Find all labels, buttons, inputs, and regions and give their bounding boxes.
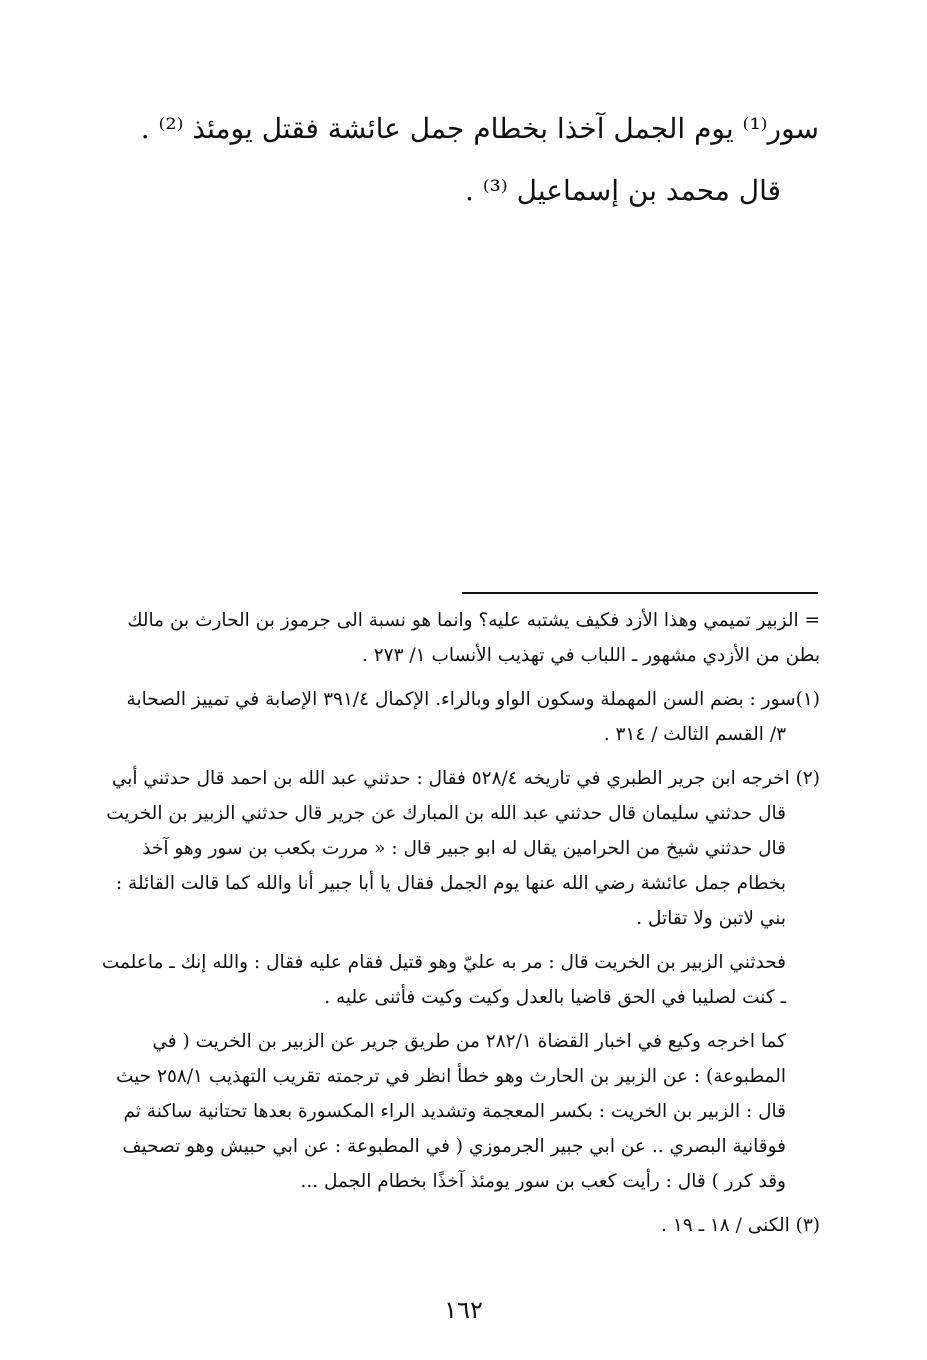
footnote-line: قال حدثني سليمان قال حدثني عبد الله بن المبارك عن جرير قال حدثني الزبير بن الخريت	[106, 803, 786, 824]
footnote-line: ٣/ القسم الثالث / ٣١٤ .	[603, 724, 786, 745]
footnote-separator	[462, 592, 818, 594]
footnote-line: المطبوعة) : عن الزبير بن الحارث وهو خطأ انظر في ترجمته تقريب التهذيب ٢٥٨/١ حيث	[115, 1066, 786, 1087]
footnote-2-paragraph-3	[82, 1024, 820, 1199]
footnote-line: (٢) اخرجه ابن جرير الطبري في تاريخه ٥٢٨/٤ فقال : حدثني عبد الله بن احمد قال حدثني أبي	[111, 768, 820, 789]
main-text	[99, 98, 819, 222]
footnote-2-paragraph-2	[82, 945, 820, 1015]
footnote-3	[82, 1208, 820, 1243]
footnote-line: ـ كنت لصليبا في الحق قاضيا بالعدل وكيت وكيت فأثنى عليه .	[324, 987, 786, 1008]
footnote-line: قال حدثني شيخ من الحرامين يقال له ابو جبير قال : « مررت بكعب بن سور وهو آخذ	[142, 838, 786, 859]
footnote-continuation	[82, 603, 820, 673]
footnote-1	[82, 682, 820, 752]
footnote-line: (١)سور : بضم السن المهملة وسكون الواو وبالراء. الإكمال ٣٩١/٤ الإصابة في تمييز الصحابة	[126, 689, 820, 710]
footnote-line: قال : الزبير بن الخريت : بكسر المعجمة وتشديد الراء المكسورة بعدها تحتانية ساكنة ثم	[123, 1101, 786, 1122]
footnote-line: بطن من الأزدي مشهور ـ اللباب في تهذيب الأنساب ١/ ٢٧٣ .	[361, 645, 820, 666]
footnote-2	[82, 761, 820, 936]
footnote-line: وقد كرر ) قال : رأيت كعب بن سور يومئذ آخذًا بخطام الجمل ...	[300, 1171, 786, 1192]
footnotes	[82, 603, 820, 1252]
footnote-line: فوقانية البصري .. عن ابي جبير الجرموزي ( في المطبوعة : عن ابي حبيش وهو تصحيف	[122, 1136, 786, 1157]
main-text-line-2: قال محمد بن إسماعيل ⁽³⁾ .	[464, 174, 781, 207]
footnote-line: فحدثني الزبير بن الخريت قال : مر به عليّ وهو قتيل فقام عليه فقال : والله إنك ـ ماعلمت	[101, 952, 786, 973]
page-number: ١٦٢	[444, 1296, 483, 1324]
footnote-line: (٣) الكنى / ١٨ ـ ١٩ .	[661, 1215, 820, 1236]
footnote-line: كما اخرجه وكيع في اخبار القضاة ٢٨٢/١ من طريق جرير عن الزبير بن الخريت ( في	[152, 1031, 786, 1052]
footnote-line: بني لاتبن ولا تقاتل .	[636, 908, 786, 929]
footnote-line: بخطام جمل عائشة رضي الله عنها يوم الجمل فقال يا أبا جبير أنا والله كما قالت القائلة :	[115, 873, 786, 894]
footnote-line: = الزبير تميمي وهذا الأزد فكيف يشتبه عليه؟ وانما هو نسبة الى جرموز بن الحارث بن مالك	[127, 610, 820, 631]
main-text-line-1: سور⁽¹⁾ يوم الجمل آخذا بخطام جمل عائشة فقتل يومئذ ⁽²⁾ .	[140, 112, 819, 145]
